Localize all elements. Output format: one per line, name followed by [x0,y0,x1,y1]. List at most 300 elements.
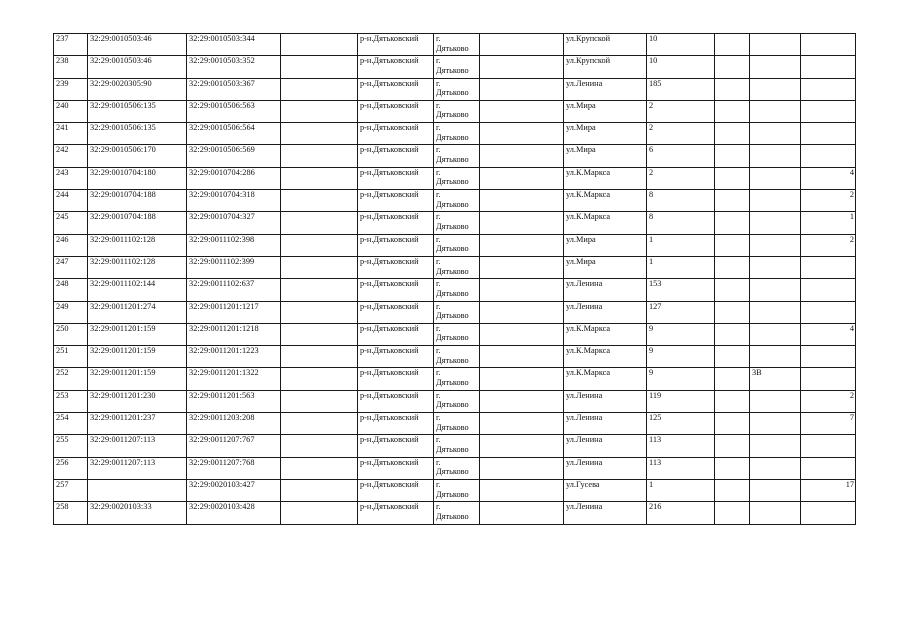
cadastral-number: 32:29:0011201:1217 [187,301,281,323]
cadastral-number-parent: 32:29:0011201:274 [88,301,187,323]
city-cell [434,279,480,301]
district: р-н.Дятьковский [358,368,434,390]
empty-cell [281,167,358,189]
building-cell [715,301,750,323]
city-cell [434,212,480,234]
structure-cell [750,279,801,301]
city-name: Дятьково [436,43,469,53]
empty-cell [281,78,358,100]
empty-cell [281,190,358,212]
apartment-cell: 4 [801,323,856,345]
street: ул.К.Маркса [564,323,647,345]
house-number: 10 [647,34,715,56]
house-number: 8 [647,212,715,234]
city-prefix: г. [436,78,441,88]
apartment-cell: 2 [801,390,856,412]
empty-cell [480,435,564,457]
city-name: Дятьково [436,65,469,75]
city-prefix: г. [436,56,441,66]
building-cell [715,212,750,234]
district: р-н.Дятьковский [358,123,434,145]
city-prefix: г. [436,368,441,378]
empty-cell [281,234,358,256]
building-cell [715,256,750,278]
cadastral-number-parent: 32:29:0011207:113 [88,457,187,479]
street: ул.Ленина [564,457,647,479]
cadastral-number: 32:29:0011102:637 [187,279,281,301]
table-row [54,413,856,435]
apartment-cell [801,368,856,390]
street: ул.К.Маркса [564,346,647,368]
building-cell [715,34,750,56]
empty-cell [480,368,564,390]
cadastral-number: 32:29:0010503:352 [187,56,281,78]
apartment-cell: 17 [801,479,856,501]
city-prefix: г. [436,323,441,333]
structure-cell [750,167,801,189]
street: ул.Ленина [564,301,647,323]
city-prefix: г. [436,212,441,222]
cadastral-registry-table [53,33,856,525]
empty-cell [480,301,564,323]
city-prefix: г. [436,279,441,289]
city-prefix: г. [436,145,441,155]
building-cell [715,368,750,390]
cadastral-number-parent: 32:29:0010506:170 [88,145,187,167]
cadastral-number-parent: 32:29:0010704:188 [88,190,187,212]
building-cell [715,145,750,167]
city-cell [434,502,480,524]
structure-cell [750,100,801,122]
district: р-н.Дятьковский [358,167,434,189]
apartment-cell [801,301,856,323]
city-name: Дятьково [436,155,469,165]
building-cell [715,78,750,100]
building-cell [715,435,750,457]
building-cell [715,323,750,345]
district: р-н.Дятьковский [358,323,434,345]
city-prefix: г. [436,390,441,400]
street: ул.Крупской [564,34,647,56]
row-number: 239 [54,78,88,100]
district: р-н.Дятьковский [358,390,434,412]
street: ул.Ленина [564,502,647,524]
city-name: Дятьково [436,266,469,276]
house-number: 125 [647,413,715,435]
house-number: 113 [647,457,715,479]
apartment-cell [801,435,856,457]
empty-cell [480,190,564,212]
cadastral-number: 32:29:0010506:564 [187,123,281,145]
apartment-cell [801,256,856,278]
empty-cell [480,413,564,435]
cadastral-number: 32:29:0011102:399 [187,256,281,278]
city-cell [434,457,480,479]
table-row [54,34,856,56]
row-number: 257 [54,479,88,501]
table-row [54,234,856,256]
building-cell [715,457,750,479]
structure-cell [750,413,801,435]
city-name: Дятьково [436,288,469,298]
street: ул.Крупской [564,56,647,78]
city-prefix: г. [436,301,441,311]
house-number: 2 [647,100,715,122]
city-name: Дятьково [436,355,469,365]
row-number: 241 [54,123,88,145]
house-number: 9 [647,368,715,390]
row-number: 249 [54,301,88,323]
building-cell [715,413,750,435]
street: ул.Ленина [564,435,647,457]
house-number: 185 [647,78,715,100]
table-row [54,256,856,278]
table-row [54,167,856,189]
apartment-cell [801,457,856,479]
structure-cell [750,390,801,412]
empty-cell [480,279,564,301]
district: р-н.Дятьковский [358,279,434,301]
city-cell [434,390,480,412]
apartment-cell [801,279,856,301]
cadastral-number-parent: 32:29:0020103:33 [88,502,187,524]
building-cell [715,123,750,145]
empty-cell [281,301,358,323]
row-number: 240 [54,100,88,122]
district: р-н.Дятьковский [358,190,434,212]
building-cell [715,167,750,189]
city-prefix: г. [436,435,441,445]
structure-cell [750,145,801,167]
city-cell [434,234,480,256]
city-cell [434,346,480,368]
row-number: 252 [54,368,88,390]
city-name: Дятьково [436,511,469,521]
structure-cell [750,323,801,345]
structure-cell: 3В [750,368,801,390]
apartment-cell [801,34,856,56]
building-cell [715,100,750,122]
house-number: 2 [647,123,715,145]
district: р-н.Дятьковский [358,413,434,435]
street: ул.Мира [564,100,647,122]
structure-cell [750,256,801,278]
house-number: 153 [647,279,715,301]
cadastral-number-parent: 32:29:0011102:128 [88,256,187,278]
apartment-cell: 4 [801,167,856,189]
empty-cell [281,34,358,56]
empty-cell [281,323,358,345]
city-name: Дятьково [436,422,469,432]
row-number: 255 [54,435,88,457]
structure-cell [750,301,801,323]
city-prefix: г. [436,413,441,423]
empty-cell [281,502,358,524]
row-number: 256 [54,457,88,479]
cadastral-number: 32:29:0011201:563 [187,390,281,412]
cadastral-number: 32:29:0011207:767 [187,435,281,457]
street: ул.Мира [564,234,647,256]
empty-cell [281,390,358,412]
house-number: 216 [647,502,715,524]
row-number: 242 [54,145,88,167]
house-number: 6 [647,145,715,167]
city-name: Дятьково [436,110,469,120]
cadastral-number: 32:29:0010704:318 [187,190,281,212]
apartment-cell [801,100,856,122]
structure-cell [750,190,801,212]
street: ул.Гусева [564,479,647,501]
apartment-cell [801,502,856,524]
empty-cell [480,346,564,368]
city-cell [434,145,480,167]
empty-cell [281,56,358,78]
district: р-н.Дятьковский [358,145,434,167]
city-prefix: г. [436,256,441,266]
cadastral-number: 32:29:0020103:428 [187,502,281,524]
table-row [54,346,856,368]
street: ул.К.Маркса [564,368,647,390]
cadastral-number: 32:29:0010503:367 [187,78,281,100]
table-row [54,212,856,234]
cadastral-number-parent: 32:29:0010503:46 [88,34,187,56]
row-number: 253 [54,390,88,412]
empty-cell [281,100,358,122]
city-name: Дятьково [436,444,469,454]
building-cell [715,190,750,212]
street: ул.К.Маркса [564,167,647,189]
building-cell [715,346,750,368]
cadastral-number-parent: 32:29:0011201:230 [88,390,187,412]
house-number: 1 [647,234,715,256]
building-cell [715,234,750,256]
city-name: Дятьково [436,333,469,343]
city-cell [434,190,480,212]
empty-cell [281,346,358,368]
city-cell [434,301,480,323]
apartment-cell [801,56,856,78]
apartment-cell: 2 [801,190,856,212]
street: ул.Мира [564,256,647,278]
empty-cell [480,256,564,278]
cadastral-number-parent: 32:29:0011102:144 [88,279,187,301]
cadastral-number-parent: 32:29:0010506:135 [88,100,187,122]
row-number: 243 [54,167,88,189]
street: ул.К.Маркса [564,190,647,212]
city-prefix: г. [436,234,441,244]
city-name: Дятьково [436,400,469,410]
city-cell [434,435,480,457]
empty-cell [480,123,564,145]
cadastral-number: 32:29:0011201:1223 [187,346,281,368]
district: р-н.Дятьковский [358,346,434,368]
table-row [54,301,856,323]
district: р-н.Дятьковский [358,78,434,100]
empty-cell [480,167,564,189]
empty-cell [281,145,358,167]
structure-cell [750,78,801,100]
cadastral-number-parent: 32:29:0010506:135 [88,123,187,145]
empty-cell [480,78,564,100]
structure-cell [750,502,801,524]
city-cell [434,167,480,189]
structure-cell [750,457,801,479]
table-row [54,502,856,524]
district: р-н.Дятьковский [358,457,434,479]
structure-cell [750,56,801,78]
district: р-н.Дятьковский [358,256,434,278]
cadastral-number: 32:29:0011201:1322 [187,368,281,390]
city-prefix: г. [436,100,441,110]
district: р-н.Дятьковский [358,56,434,78]
empty-cell [480,56,564,78]
city-name: Дятьково [436,489,469,499]
cadastral-number: 32:29:0011203:208 [187,413,281,435]
city-prefix: г. [436,502,441,512]
house-number: 10 [647,56,715,78]
city-cell [434,479,480,501]
city-name: Дятьково [436,199,469,209]
table-row [54,435,856,457]
street: ул.Мира [564,145,647,167]
structure-cell [750,123,801,145]
house-number: 113 [647,435,715,457]
street: ул.К.Маркса [564,212,647,234]
city-cell [434,413,480,435]
apartment-cell: 7 [801,413,856,435]
row-number: 238 [54,56,88,78]
empty-cell [281,413,358,435]
city-prefix: г. [436,479,441,489]
house-number: 119 [647,390,715,412]
cadastral-number: 32:29:0010506:563 [187,100,281,122]
house-number: 1 [647,256,715,278]
table-row [54,145,856,167]
house-number: 127 [647,301,715,323]
building-cell [715,56,750,78]
city-cell [434,256,480,278]
house-number: 1 [647,479,715,501]
house-number: 2 [647,167,715,189]
cadastral-number-parent: 32:29:0010704:188 [88,212,187,234]
cadastral-number: 32:29:0011207:768 [187,457,281,479]
district: р-н.Дятьковский [358,212,434,234]
empty-cell [480,502,564,524]
district: р-н.Дятьковский [358,234,434,256]
cadastral-number-parent: 32:29:0010503:46 [88,56,187,78]
empty-cell [480,479,564,501]
street: ул.Ленина [564,413,647,435]
cadastral-number: 32:29:0020103:427 [187,479,281,501]
city-prefix: г. [436,34,441,43]
street: ул.Мира [564,123,647,145]
apartment-cell [801,145,856,167]
street: ул.Ленина [564,279,647,301]
city-cell [434,100,480,122]
building-cell [715,502,750,524]
city-name: Дятьково [436,244,469,254]
row-number: 237 [54,34,88,56]
street: ул.Ленина [564,78,647,100]
row-number: 250 [54,323,88,345]
apartment-cell: 2 [801,234,856,256]
city-prefix: г. [436,123,441,133]
district: р-н.Дятьковский [358,34,434,56]
cadastral-number-parent: 32:29:0011207:113 [88,435,187,457]
empty-cell [281,212,358,234]
house-number: 9 [647,346,715,368]
city-cell [434,123,480,145]
city-prefix: г. [436,346,441,356]
empty-cell [281,256,358,278]
empty-cell [480,34,564,56]
table-row [54,479,856,501]
table-row [54,190,856,212]
cadastral-number: 32:29:0010704:327 [187,212,281,234]
apartment-cell [801,78,856,100]
table-row [54,56,856,78]
cadastral-number-parent: 32:29:0020305:90 [88,78,187,100]
empty-cell [480,390,564,412]
table-row [54,390,856,412]
row-number: 254 [54,413,88,435]
table-row [54,78,856,100]
city-cell [434,368,480,390]
row-number: 245 [54,212,88,234]
empty-cell [480,145,564,167]
table-row [54,100,856,122]
city-prefix: г. [436,457,441,467]
apartment-cell: 1 [801,212,856,234]
empty-cell [480,100,564,122]
district: р-н.Дятьковский [358,435,434,457]
cadastral-number-parent: 32:29:0011102:128 [88,234,187,256]
cadastral-number-parent: 32:29:0011201:159 [88,323,187,345]
apartment-cell [801,346,856,368]
empty-cell [480,212,564,234]
cadastral-number-parent: 32:29:0011201:237 [88,413,187,435]
cadastral-number-parent: 32:29:0011201:159 [88,346,187,368]
city-name: Дятьково [436,467,469,477]
district: р-н.Дятьковский [358,502,434,524]
district: р-н.Дятьковский [358,301,434,323]
table-row [54,323,856,345]
city-name: Дятьково [436,88,469,98]
structure-cell [750,212,801,234]
structure-cell [750,479,801,501]
empty-cell [480,457,564,479]
structure-cell [750,234,801,256]
empty-cell [281,368,358,390]
structure-cell [750,435,801,457]
city-cell [434,34,480,56]
row-number: 248 [54,279,88,301]
city-name: Дятьково [436,132,469,142]
cadastral-number-parent: 32:29:0010704:180 [88,167,187,189]
table-row [54,457,856,479]
city-cell [434,56,480,78]
table-row [54,279,856,301]
city-name: Дятьково [436,177,469,187]
building-cell [715,479,750,501]
cadastral-number: 32:29:0010704:286 [187,167,281,189]
building-cell [715,279,750,301]
cadastral-number: 32:29:0010503:344 [187,34,281,56]
district: р-н.Дятьковский [358,479,434,501]
city-prefix: г. [436,167,441,177]
row-number: 246 [54,234,88,256]
city-name: Дятьково [436,311,469,321]
